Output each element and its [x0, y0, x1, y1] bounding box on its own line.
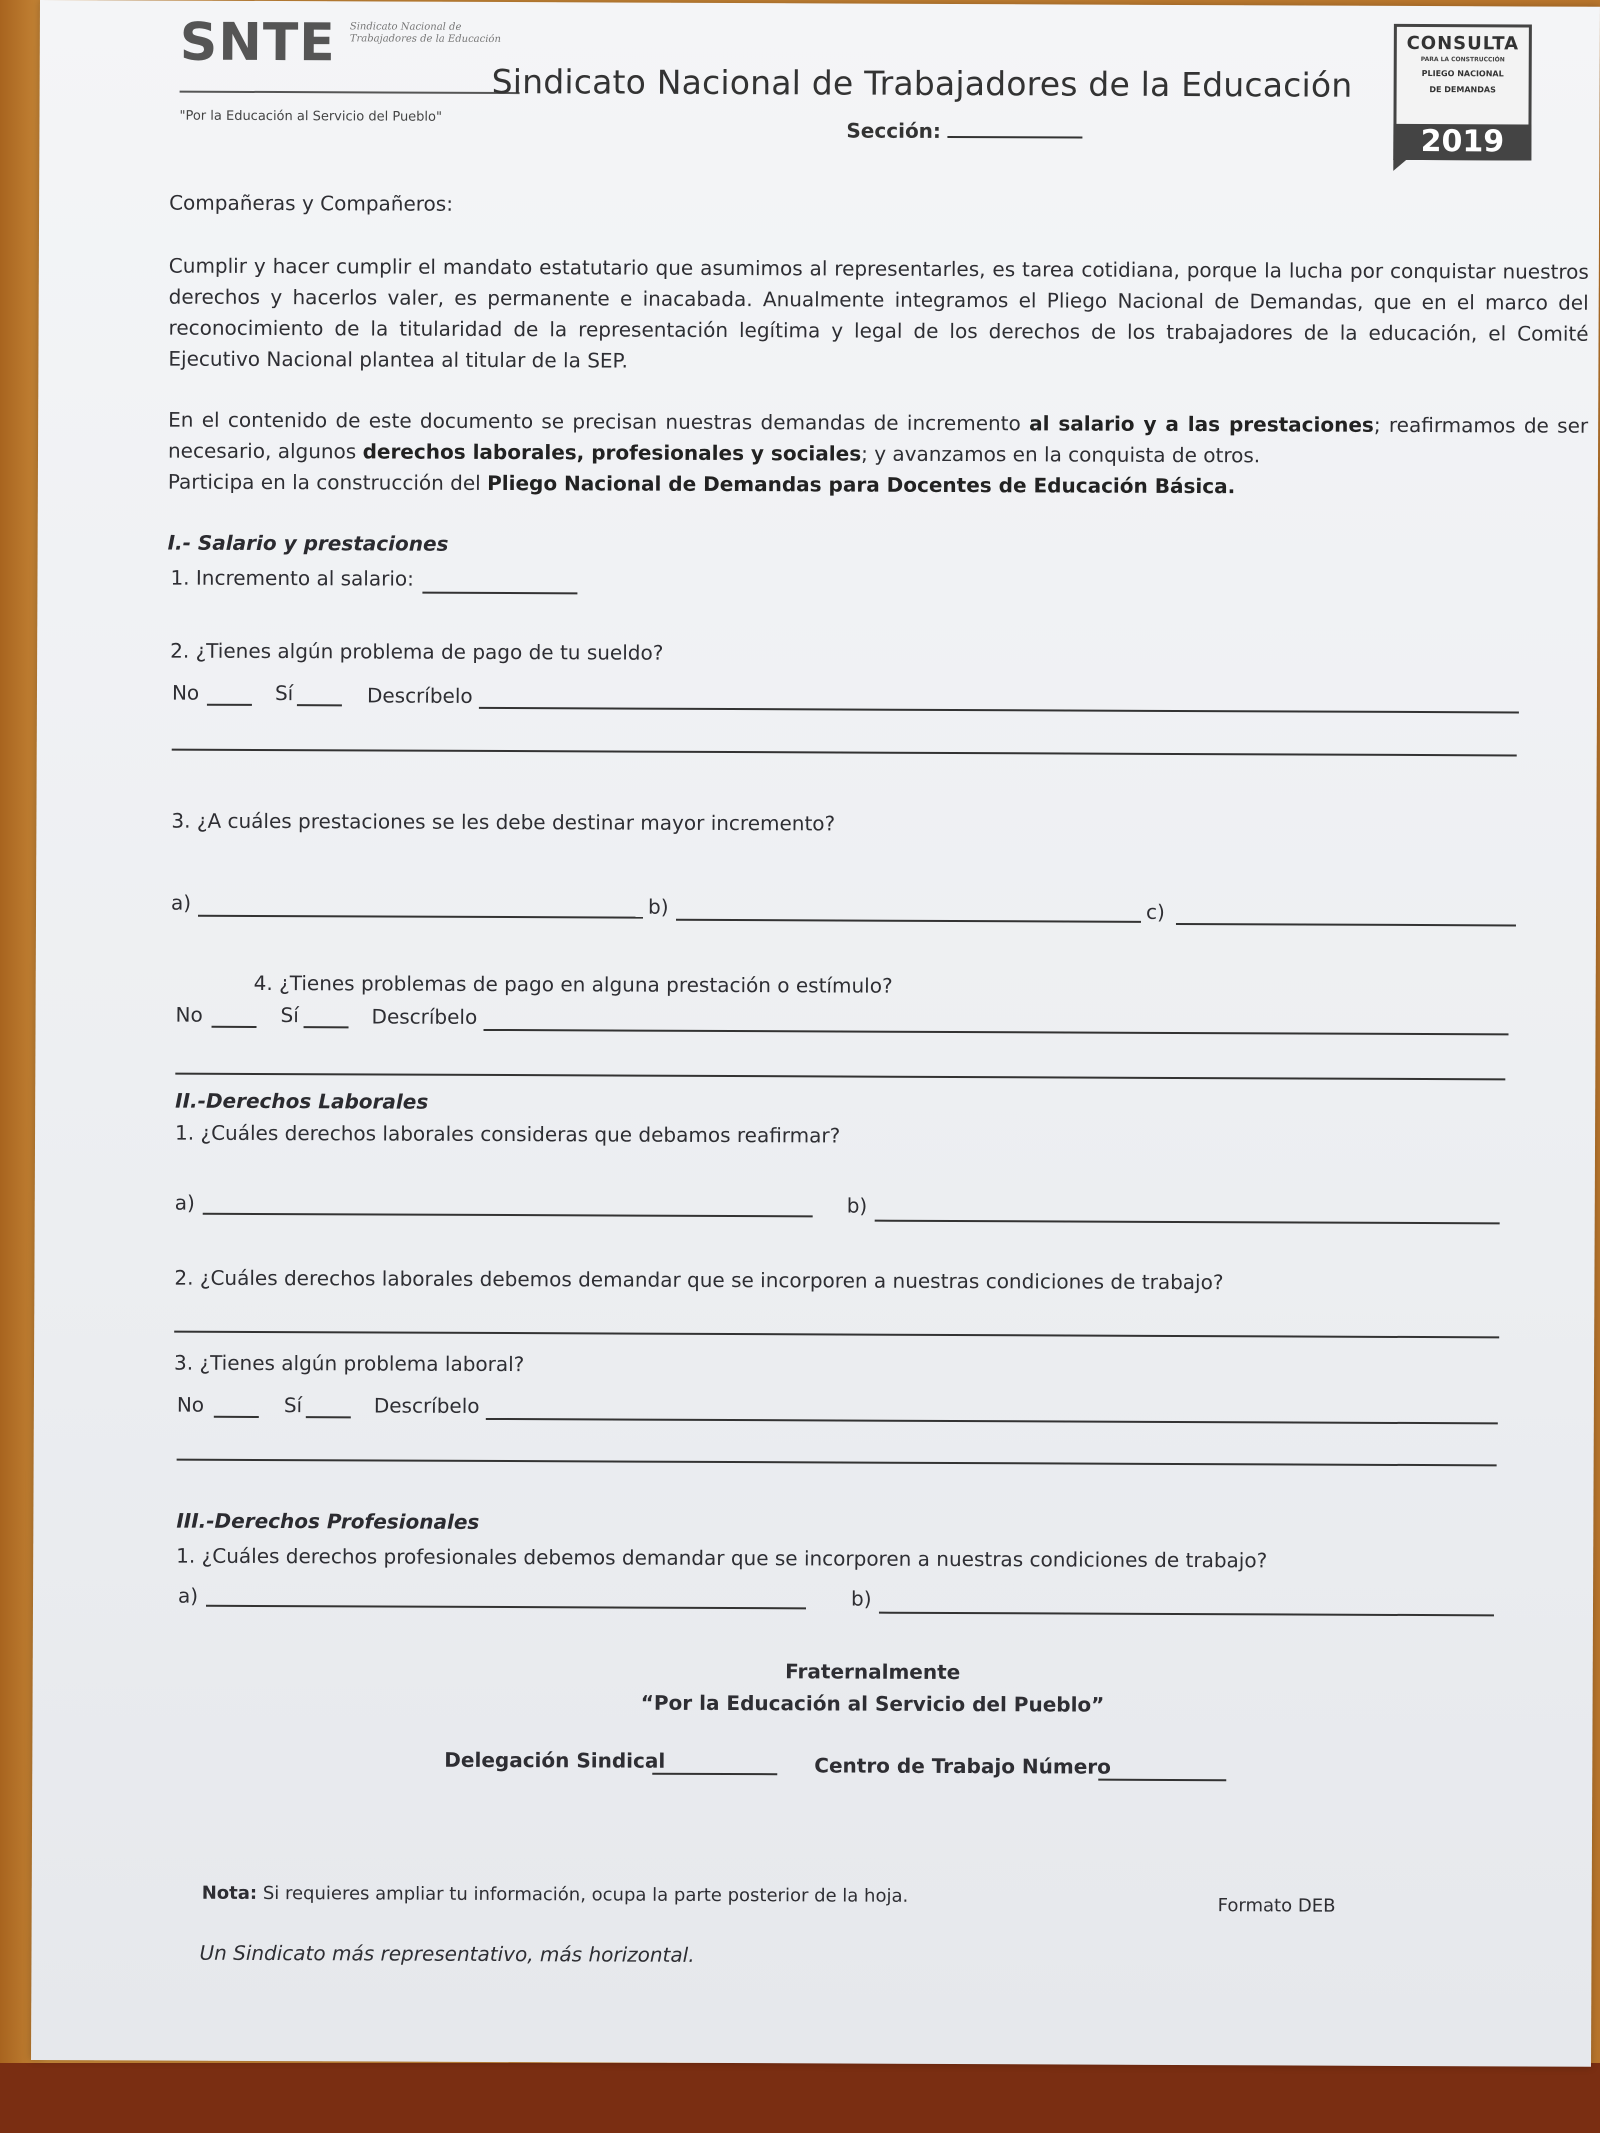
- s1-q2: 2. ¿Tienes algún problema de pago de tu sueldo?: [170, 638, 664, 665]
- p2-bold-b: al salario y a las prestaciones: [1029, 411, 1374, 437]
- s3-q1-b-blank[interactable]: [879, 1612, 1494, 1617]
- s2-q3: 3. ¿Tienes algún problema laboral?: [174, 1350, 525, 1377]
- logo-mark: [180, 13, 336, 74]
- seccion-blank[interactable]: [947, 120, 1082, 139]
- org-name: Sindicato Nacional de Trabajadores de la Educación: [491, 61, 1353, 105]
- s3-q1: 1. ¿Cuáles derechos profesionales debemos demandar que se incorporen a nuestras condiciones de trabajo?: [176, 1543, 1268, 1573]
- logo-tagline: "Por la Educación al Servicio del Pueblo": [179, 108, 443, 125]
- formato-label: Formato DEB: [1217, 1895, 1336, 1917]
- document-sheet: [31, 0, 1600, 2067]
- s1-q3-b-label: b): [647, 894, 669, 919]
- s1-q2-si-blank[interactable]: [297, 704, 342, 706]
- s2-q1-b-blank[interactable]: [875, 1220, 1500, 1225]
- p2-text-c: ; reafirmamos de ser necesario, algunos: [167, 412, 1589, 464]
- section-3-title: III.-Derechos Profesionales: [176, 1508, 480, 1534]
- s2-q3-no-label: No: [176, 1392, 205, 1417]
- badge-tail: [1393, 159, 1407, 171]
- s3-q1-a-label: a): [177, 1583, 199, 1608]
- badge-small: PARA LA CONSTRUCCIÓN: [1420, 56, 1505, 64]
- s2-q3-describe-blank[interactable]: [486, 1418, 1498, 1424]
- delegacion-label: Delegación Sindical: [444, 1747, 666, 1773]
- logo-subtitle: Sindicato Nacional de Trabajadores de la Educación: [349, 21, 501, 46]
- s1-q2-describe-label: Descríbelo: [366, 683, 473, 708]
- s1-q2-no-blank[interactable]: [207, 704, 252, 706]
- s1-q4-no-label: No: [175, 1002, 203, 1027]
- s1-q4-si-blank[interactable]: [304, 1026, 349, 1028]
- nota: [202, 1883, 909, 1907]
- s2-q3-extra-line[interactable]: [177, 1459, 1497, 1467]
- s3-q1-a-blank[interactable]: [206, 1605, 806, 1610]
- seccion-label: Sección:: [846, 118, 942, 143]
- s1-q4-si-label: Sí: [280, 1003, 299, 1028]
- s1-q3: 3. ¿A cuáles prestaciones se les debe destinar mayor incremento?: [171, 808, 836, 836]
- s2-q3-si-label: Sí: [283, 1393, 303, 1418]
- s1-q2-describe-blank[interactable]: [479, 707, 1519, 714]
- s3-q1-b-label: b): [850, 1586, 872, 1611]
- logo-underline: [180, 91, 520, 94]
- badge-line1: PLIEGO NACIONAL: [1421, 69, 1504, 79]
- s2-q3-si-blank[interactable]: [306, 1416, 351, 1418]
- s1-q3-c-blank[interactable]: [1176, 923, 1516, 926]
- greeting: Compañeras y Compañeros:: [169, 190, 454, 216]
- s2-q1: 1. ¿Cuáles derechos laborales consideras que debamos reafirmar?: [175, 1120, 841, 1148]
- intro-paragraph-1: Cumplir y hacer cumplir el mandato estatutario que asumimos al representarles, es tarea cotidiana, porque la lucha por conquistar nuestros derechos y hacerlos valer, es permanente e inacabada. Anualmente integramos el Pliego Nacional de Demandas, que en el marco del reconocimiento de la titularidad de la representación legítima y legal de los derechos de los trabajadores de la educación, el Comité Ejecutivo Nacional plantea al titular de la SEP.: [168, 253, 1589, 373]
- footer-slogan: Un Sindicato más representativo, más horizontal.: [199, 1940, 695, 1967]
- p2-text-a: En el contenido de este documento se precisan nuestras demandas de incremento: [168, 407, 1030, 436]
- s1-q3-b-blank[interactable]: [676, 919, 1141, 923]
- intro-paragraph-2: [168, 405, 1588, 504]
- badge-line2: DE DEMANDAS: [1429, 85, 1496, 95]
- s1-q1: 1. Incremento al salario:: [170, 565, 414, 591]
- s1-q4-describe-blank[interactable]: [484, 1029, 1509, 1035]
- s1-q2-si-label: Sí: [274, 681, 294, 706]
- nota-label: Nota:: [201, 1882, 258, 1904]
- nota-text: Si requieres ampliar tu información, ocupa la parte posterior de la hoja.: [257, 1882, 909, 1907]
- snte-logo: [180, 13, 520, 109]
- s2-q1-a-label: a): [174, 1190, 195, 1215]
- s1-q2-extra-line[interactable]: [172, 749, 1517, 757]
- seccion-field: [846, 119, 1082, 144]
- s1-q3-c-label: c): [1145, 899, 1165, 924]
- p3-bold-b: Pliego Nacional de Demandas para Docentes de Educación Básica.: [487, 470, 1236, 499]
- centro-blank[interactable]: [1098, 1779, 1226, 1782]
- badge-year: 2019: [1393, 124, 1531, 161]
- s1-q3-a-blank[interactable]: [198, 915, 643, 919]
- s2-q2-line[interactable]: [174, 1331, 1499, 1339]
- closing-motto: “Por la Educación al Servicio del Pueblo”: [640, 1690, 1105, 1717]
- badge-title: CONSULTA: [1406, 32, 1520, 55]
- s1-q4-no-blank[interactable]: [212, 1026, 257, 1028]
- centro-label: Centro de Trabajo Número: [814, 1753, 1111, 1779]
- table-background: [0, 2063, 1600, 2133]
- s2-q3-describe-label: Descríbelo: [373, 1393, 480, 1418]
- s2-q2: 2. ¿Cuáles derechos laborales debemos demandar que se incorporen a nuestras condiciones de trabajo?: [174, 1265, 1224, 1295]
- s2-q3-no-blank[interactable]: [214, 1416, 259, 1418]
- p2-text-e: ; y avanzamos en la conquista de otros.: [861, 441, 1261, 468]
- p3-text-a: Participa en la construcción del: [167, 469, 488, 495]
- s1-q4-extra-line[interactable]: [175, 1073, 1505, 1081]
- fraternalmente: Fraternalmente: [785, 1659, 961, 1685]
- s1-q2-no-label: No: [171, 680, 200, 705]
- p2-bold-d: derechos laborales, profesionales y sociales: [362, 439, 862, 466]
- s2-q1-a-blank[interactable]: [203, 1213, 813, 1218]
- s2-q1-b-label: b): [846, 1193, 868, 1218]
- section-1-title: I.- Salario y prestaciones: [167, 530, 449, 556]
- s1-q4-describe-label: Descríbelo: [371, 1004, 478, 1029]
- logo-text: SNTE: [179, 12, 336, 74]
- consulta-badge: [1393, 24, 1532, 161]
- delegacion-blank[interactable]: [652, 1773, 777, 1776]
- section-2-title: II.-Derechos Laborales: [175, 1088, 429, 1114]
- s1-q4: 4. ¿Tienes problemas de pago en alguna prestación o estímulo?: [253, 970, 893, 998]
- s1-q1-blank[interactable]: [422, 592, 577, 595]
- s1-q3-a-label: a): [171, 890, 192, 915]
